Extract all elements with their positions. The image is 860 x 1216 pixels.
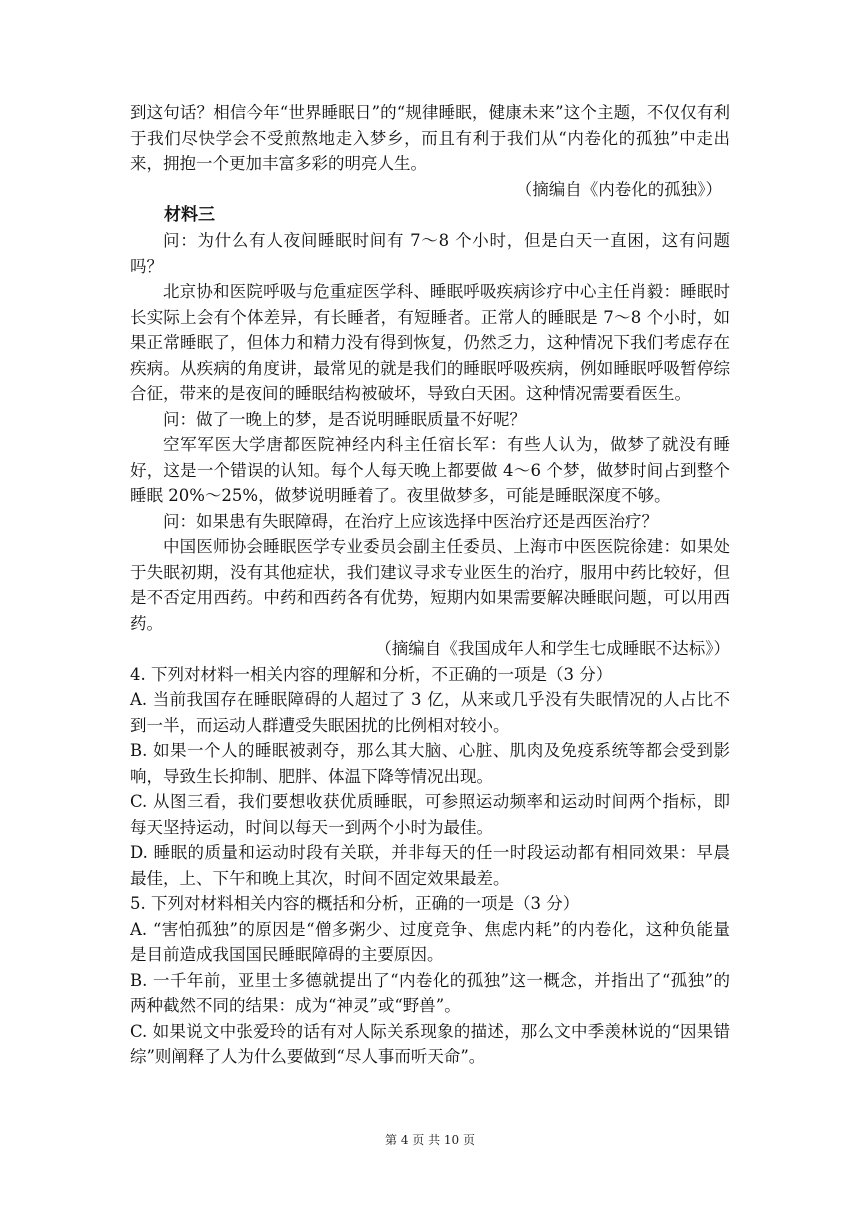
page-body [130,100,730,1070]
question-5-option-a: A. “害怕孤独”的原因是“僧多粥少、过度竞争、焦虑内耗”的内卷化，这种负能量是目前造成我国国民睡眠障碍的主要原因。 [130,919,730,964]
question-4-stem: 4. 下列对材料一相关内容的理解和分析，不正确的一项是（3 分） [130,664,613,684]
qa-question-3: 问：如果患有失眠障碍，在治疗上应该选择中医治疗还是西医治疗？ [163,511,658,531]
question-5-stem: 5. 下列对材料相关内容的概括和分析，正确的一项是（3 分） [130,894,580,913]
page-footer: 第 4 页 共 10 页 [385,1133,475,1147]
source-citation-2: （摘编自《我国成年人和学生七成睡眠不达标》） [375,639,730,658]
continuation-paragraph: 到这句话？相信今年“世界睡眠日”的“规律睡眠，健康未来”这个主题，不仅仅有利于我们尽快学会不受煎熬地走入梦乡，而且有利于我们从“内卷化的孤独”中走出来，拥抱一个更加丰富多彩的明亮人生。 [130,103,730,173]
qa-answer-1: 北京协和医院呼吸与危重症医学科、睡眠呼吸疾病诊疗中心主任肖毅：睡眠时长实际上会有个体差异，有长睡者，有短睡者。正常人的睡眠是 7～8 个小时，如果正常睡眠了，但体力和精力没有得到恢复，仍然乏力，这种情况下我们考虑存在疾病。从疾病的角度讲，最常见的就是我们的睡眠呼吸疾病，例如睡眠呼吸暂停综合征，带来的是夜间的睡眠结构被破坏，导致白天困。这种情况需要看医生。 [130,282,730,403]
question-4-option-d: D. 睡眠的质量和运动时段有关联，并非每天的任一时段运动都有相同效果：早晨最佳，上、下午和晚上其次，时间不固定效果最差。 [130,843,730,888]
qa-answer-2: 空军军医大学唐都医院神经内科主任宿长军：有些人认为，做梦了就没有睡好，这是一个错误的认知。每个人每天晚上都要做 4～6 个梦，做梦时间占到整个睡眠 20%～25%，做梦说明睡着了。夜里做梦多，可能是睡眠深度不够。 [130,435,730,505]
material-3-heading: 材料三 [164,205,215,225]
qa-answer-3: 中国医师协会睡眠医学专业委员会副主任委员、上海市中医医院徐建：如果处于失眠初期，没有其他症状，我们建议寻求专业医生的治疗，服用中药比较好，但是不否定用西药。中药和西药各有优势，短期内如果需要解决睡眠问题，可以用西药。 [130,537,730,633]
qa-question-2: 问：做了一晚上的梦，是否说明睡眠质量不好呢？ [163,409,526,429]
question-4-option-c: C. 从图三看，我们要想收获优质睡眠，可参照运动频率和运动时间两个指标，即每天坚持运动，时间以每天一到两个小时为最佳。 [130,792,730,837]
question-5-option-c: C. 如果说文中张爱玲的话有对人际关系现象的描述，那么文中季羡林说的“因果错综”则阐释了人为什么要做到“尽人事而听天命”。 [130,1021,730,1066]
question-4-option-a: A. 当前我国存在睡眠障碍的人超过了 3 亿，从来或几乎没有失眠情况的人占比不到一半，而运动人群遭受失眠困扰的比例相对较小。 [130,690,730,735]
question-5-option-b: B. 一千年前，亚里士多德就提出了“内卷化的孤独”这一概念，并指出了“孤独”的两种截然不同的结果：成为“神灵”或“野兽”。 [130,970,730,1015]
question-4-option-b: B. 如果一个人的睡眠被剥夺，那么其大脑、心脏、肌肉及免疫系统等都会受到影响，导致生长抑制、肥胖、体温下降等情况出现。 [130,741,730,786]
qa-question-1: 问：为什么有人夜间睡眠时间有 7～8 个小时，但是白天一直困，这有问题吗？ [130,231,730,276]
source-citation-1: （摘编自《内卷化的孤独》） [515,179,722,199]
